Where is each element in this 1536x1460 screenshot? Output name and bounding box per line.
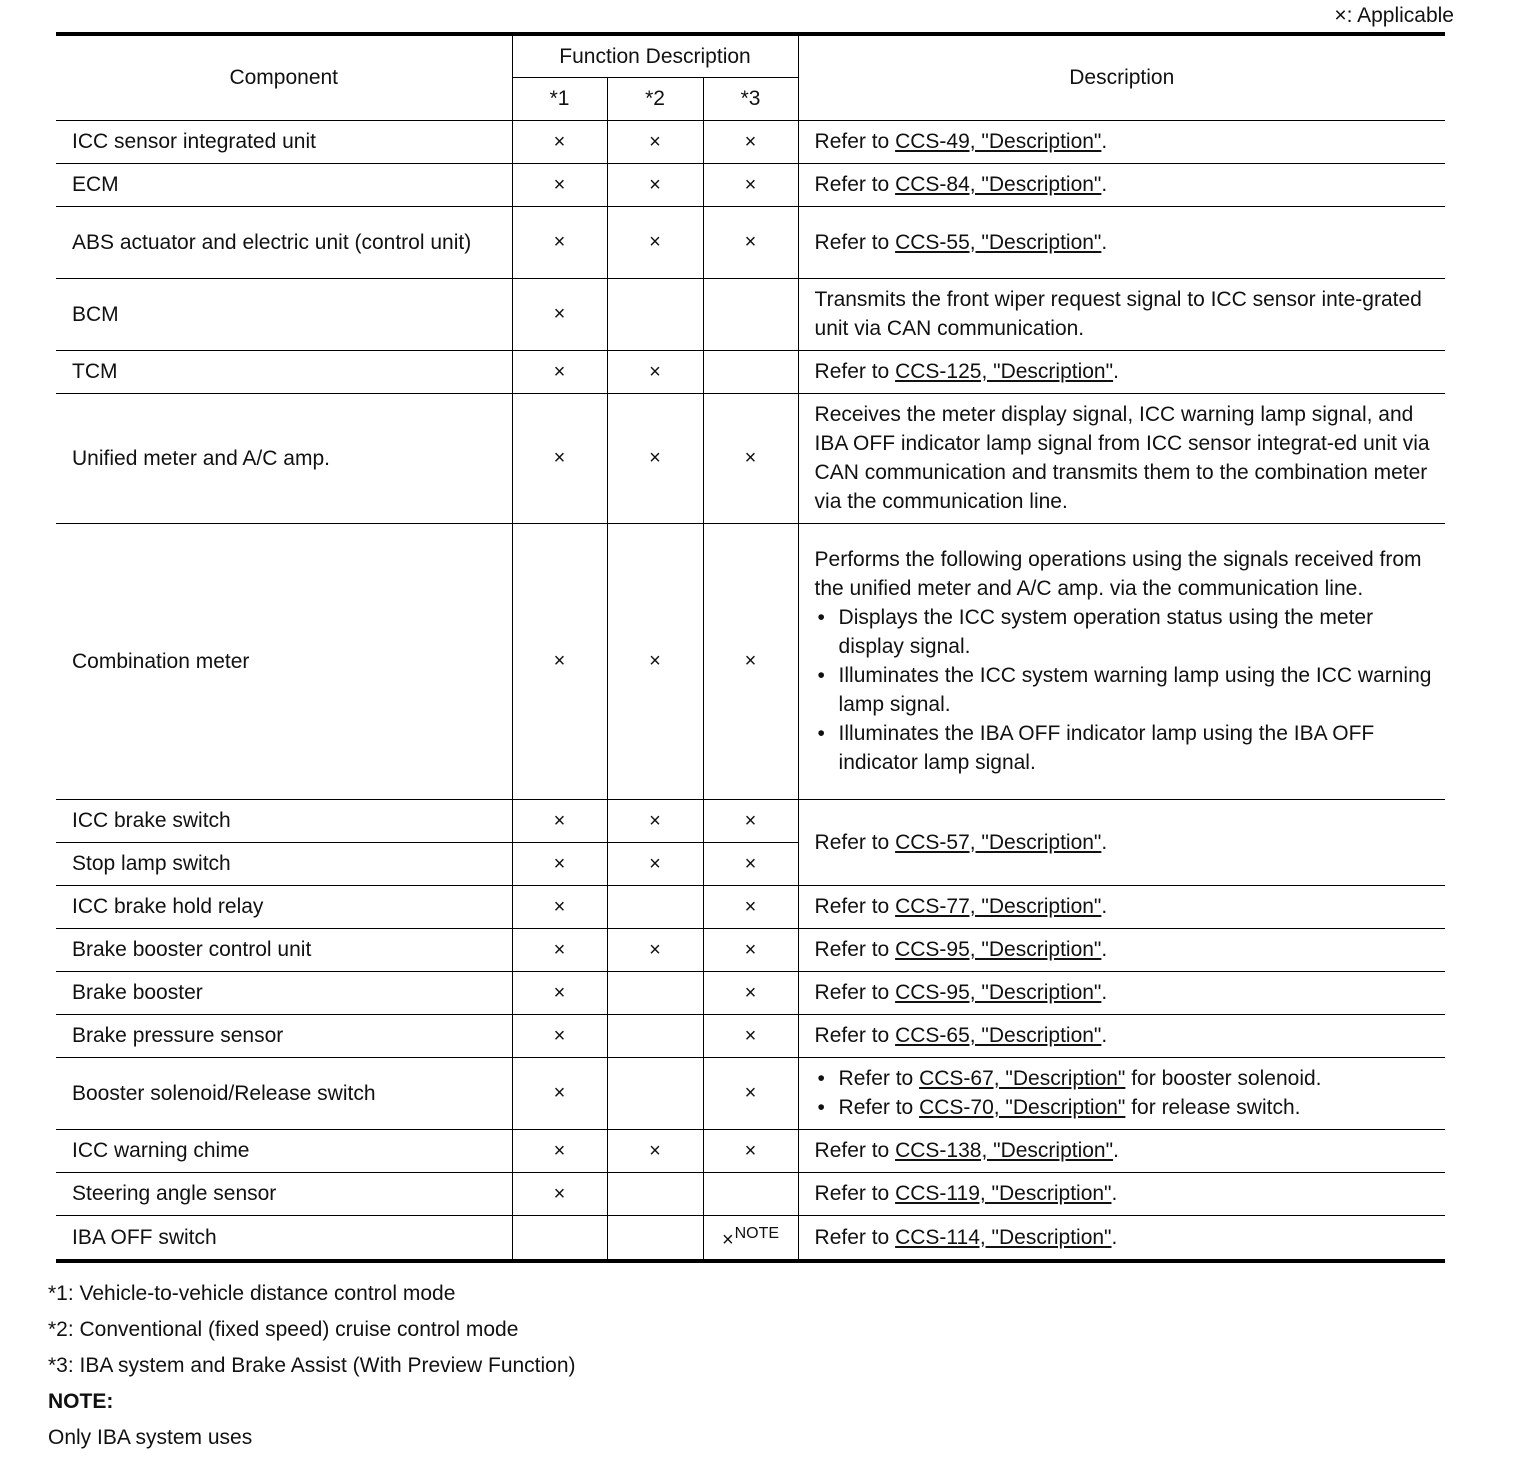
applicable-mark: × (553, 1182, 566, 1205)
component-name: ICC brake hold relay (56, 885, 512, 928)
applicable-mark: × (744, 1024, 757, 1047)
table-row (56, 163, 1445, 206)
table-row (56, 206, 1445, 278)
description-cell: Refer to CCS-65, "Description". (798, 1014, 1445, 1057)
applicable-mark: × (649, 809, 661, 832)
applicable-mark: × (553, 938, 566, 961)
applicable-mark: × (553, 981, 566, 1004)
applicable-mark: × (649, 852, 661, 875)
applicable-mark: × (553, 231, 566, 253)
list-item: • Illuminates the IBA OFF indicator lamp using the IBA OFF indicator lamp signal. (815, 719, 1434, 777)
component-name: BCM (56, 278, 512, 350)
applicable-symbol: × (1334, 4, 1347, 27)
applicable-mark: × (744, 895, 757, 918)
table-row (56, 350, 1445, 393)
applicable-mark: × (553, 360, 566, 383)
description-cell: Refer to CCS-77, "Description". (798, 885, 1445, 928)
description-cell: Refer to CCS-125, "Description". (798, 350, 1445, 393)
applicable-mark: × (553, 852, 566, 875)
applicable-mark: × (553, 809, 566, 832)
footnote-1: *1: Vehicle-to-vehicle distance control mode (48, 1282, 456, 1305)
applicable-legend (1334, 4, 1454, 28)
reference-link[interactable]: CCS-77, "Description" (895, 895, 1102, 918)
reference-link[interactable]: CCS-70, "Description" (919, 1096, 1126, 1119)
table-row (56, 523, 1445, 799)
table-row (56, 1172, 1445, 1215)
footnote-2: *2: Conventional (fixed speed) cruise control mode (48, 1318, 519, 1341)
component-name: Brake booster (56, 971, 512, 1014)
header-function-description: Function Description (512, 34, 798, 77)
applicable-mark: × (649, 360, 661, 383)
component-name: Booster solenoid/Release switch (56, 1057, 512, 1129)
table-row (56, 120, 1445, 163)
table-row (56, 928, 1445, 971)
description-text: Receives the meter display signal, ICC warning lamp signal, and IBA OFF indicator lamp signal from ICC sensor integrat-ed unit via CAN communication and transmits them to the combination meter via the communication line. (798, 393, 1445, 523)
applicable-mark: × (744, 1082, 757, 1104)
table-row (56, 278, 1445, 350)
header-col-2: *2 (607, 77, 703, 120)
component-name: Stop lamp switch (56, 842, 512, 885)
table-row (56, 1057, 1445, 1129)
applicable-mark: × (649, 130, 661, 153)
table-row (56, 971, 1445, 1014)
description-cell: Refer to CCS-114, "Description". (798, 1215, 1445, 1261)
component-name: Steering angle sensor (56, 1172, 512, 1215)
component-table (56, 32, 1445, 1263)
reference-link[interactable]: CCS-95, "Description" (895, 938, 1102, 961)
reference-link[interactable]: CCS-114, "Description" (895, 1225, 1112, 1249)
description-cell (798, 1057, 1445, 1129)
applicable-mark: × (744, 231, 757, 253)
description-cell: Refer to CCS-95, "Description". (798, 971, 1445, 1014)
applicable-mark: × (744, 852, 757, 875)
applicable-mark: × (553, 1024, 566, 1047)
applicable-mark: × (649, 231, 661, 253)
reference-link[interactable]: CCS-55, "Description" (895, 230, 1102, 254)
bullet-list (815, 603, 1434, 777)
list-item: • Displays the ICC system operation status using the meter display signal. (815, 603, 1434, 661)
applicable-mark: × (744, 981, 757, 1004)
applicable-mark: × (649, 650, 661, 672)
description-text: Transmits the front wiper request signal to ICC sensor inte-grated unit via CAN communication. (798, 278, 1445, 350)
table-row (56, 799, 1445, 842)
description-cell: Refer to CCS-57, "Description". (798, 799, 1445, 885)
reference-link[interactable]: CCS-125, "Description" (895, 360, 1114, 383)
component-name: Unified meter and A/C amp. (56, 393, 512, 523)
applicable-mark: × (744, 809, 757, 832)
applicable-mark: × (744, 173, 757, 196)
applicable-mark: × (553, 173, 566, 196)
list-item: • Refer to CCS-67, "Description" for booster solenoid. (815, 1064, 1434, 1093)
reference-link[interactable]: CCS-67, "Description" (919, 1067, 1126, 1090)
list-item: • Refer to CCS-70, "Description" for release switch. (815, 1093, 1434, 1122)
table-row (56, 393, 1445, 523)
table-row (56, 1014, 1445, 1057)
description-cell: Refer to CCS-95, "Description". (798, 928, 1445, 971)
table-row (56, 1215, 1445, 1261)
note-superscript: NOTE (734, 1225, 780, 1243)
note-heading: NOTE: (48, 1390, 114, 1413)
applicable-mark: × (744, 1139, 757, 1162)
applicable-mark: ×$^{NOTE}$ (721, 1225, 780, 1252)
reference-link[interactable]: CCS-49, "Description" (895, 130, 1102, 153)
reference-link[interactable]: CCS-119, "Description" (895, 1182, 1112, 1205)
header-component: Component (56, 34, 512, 120)
applicable-mark: × (553, 447, 566, 469)
description-cell: Refer to CCS-119, "Description". (798, 1172, 1445, 1215)
applicable-mark: × (649, 1139, 661, 1162)
applicable-mark: × (553, 1082, 566, 1104)
reference-link[interactable]: CCS-84, "Description" (895, 173, 1102, 196)
table-row (56, 885, 1445, 928)
list-item: • Illuminates the ICC system warning lamp using the ICC warning lamp signal. (815, 661, 1434, 719)
reference-link[interactable]: CCS-138, "Description" (895, 1139, 1114, 1162)
reference-link[interactable]: CCS-57, "Description" (895, 830, 1102, 854)
applicable-mark: × (649, 447, 661, 469)
table-row (56, 1129, 1445, 1172)
applicable-label: : Applicable (1346, 4, 1454, 27)
applicable-mark: × (744, 130, 757, 153)
header-col-1: *1 (512, 77, 607, 120)
applicable-mark: × (744, 447, 757, 469)
component-name: Brake pressure sensor (56, 1014, 512, 1057)
reference-link[interactable]: CCS-65, "Description" (895, 1024, 1102, 1047)
header-description: Description (798, 34, 1445, 120)
description-cell: Refer to CCS-55, "Description". (798, 206, 1445, 278)
component-name: ECM (56, 163, 512, 206)
description-text: Performs the following operations using the signals received from the unified meter and A/C amp. via the communication line. (814, 548, 1422, 600)
applicable-mark: × (744, 938, 757, 961)
bullet-list (815, 1064, 1434, 1122)
applicable-mark: × (649, 173, 661, 196)
note-text: Only IBA system uses (48, 1426, 253, 1449)
applicable-mark: × (553, 650, 566, 672)
reference-link[interactable]: CCS-95, "Description" (895, 981, 1102, 1004)
description-cell: Refer to CCS-138, "Description". (798, 1129, 1445, 1172)
applicable-mark: × (553, 303, 566, 325)
component-name: ICC brake switch (56, 799, 512, 842)
component-name: Brake booster control unit (56, 928, 512, 971)
description-cell (798, 523, 1445, 799)
description-cell: Refer to CCS-49, "Description". (798, 120, 1445, 163)
applicable-mark: × (744, 650, 757, 672)
footnote-3: *3: IBA system and Brake Assist (With Preview Function) (48, 1354, 576, 1377)
component-name: ICC sensor integrated unit (56, 120, 512, 163)
applicable-mark: × (553, 130, 566, 153)
component-name: Combination meter (56, 523, 512, 799)
applicable-mark: × (649, 938, 661, 961)
component-name: ABS actuator and electric unit (control unit) (56, 206, 512, 278)
applicable-mark: × (553, 895, 566, 918)
component-name: TCM (56, 350, 512, 393)
component-name: IBA OFF switch (56, 1215, 512, 1261)
applicable-mark: × (553, 1139, 566, 1162)
description-cell: Refer to CCS-84, "Description". (798, 163, 1445, 206)
footnotes (48, 1276, 576, 1456)
component-name: ICC warning chime (56, 1129, 512, 1172)
header-col-3: *3 (703, 77, 798, 120)
